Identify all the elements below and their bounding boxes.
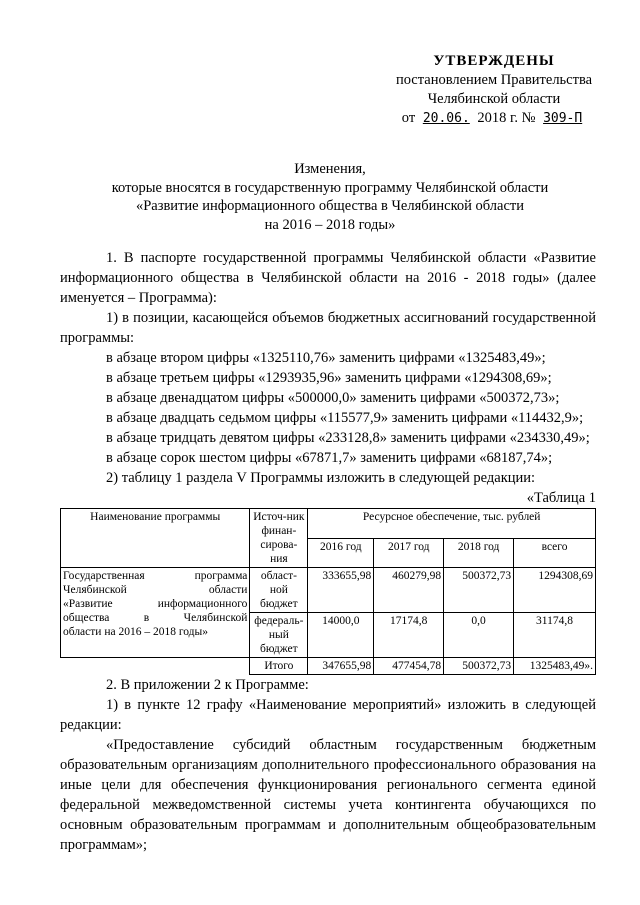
header-total: всего [514, 538, 596, 568]
value-2017: 17174,8 [374, 613, 444, 658]
value-2016: 333655,98 [308, 568, 374, 613]
program-name-line-3: «Развитие информационного [63, 598, 248, 610]
header-resources: Ресурсное обеспечение, тыс. рублей [308, 509, 596, 539]
approval-date: 20.06. [422, 111, 470, 126]
paragraph-2: 1) в позиции, касающейся объемов бюджетных ассигнований государственной программы: [60, 310, 596, 346]
approval-year: 2018 г. № [477, 110, 536, 126]
paragraph-1: 1. В паспорте государственной программы Челябинской области «Развитие информационного общества в Челябинской области на 2016 - 2018 годы» (далее именуется – Программа): [60, 250, 596, 306]
paragraph-7: в абзаце тридцать девятом цифры «233128,8» заменить цифрами «234330,49»; [106, 430, 590, 446]
program-name-line-5: области на 2016 – 2018 годы» [63, 626, 209, 638]
source-cell: федераль-ный бюджет [250, 613, 308, 658]
header-2016: 2016 год [308, 538, 374, 568]
paragraph-6: в абзаце двадцать седьмом цифры «115577,9» заменить цифрами «114432,9»; [106, 410, 584, 426]
value-2018: 500372,73 [444, 568, 514, 613]
approval-line-1: постановлением Правительства [395, 72, 593, 88]
paragraph-8: в абзаце сорок шестом цифры «67871,7» заменить цифрами «68187,74»; [106, 450, 553, 466]
approval-prefix: от [401, 110, 416, 126]
value-2017: 460279,98 [374, 568, 444, 613]
header-program-name: Наименование программы [61, 509, 250, 568]
source-cell: област-ной бюджет [250, 568, 308, 613]
program-name-line-2: Челябинской области [63, 584, 248, 596]
program-name-line-1: Государственная программа [63, 570, 248, 582]
program-name-line-4: общества в Челябинской [63, 612, 248, 624]
total-2018: 500372,73 [444, 658, 514, 675]
header-2018: 2018 год [444, 538, 514, 568]
document-body [60, 248, 596, 855]
value-total: 1294308,69 [514, 568, 596, 613]
total-2017: 477454,78 [374, 658, 444, 675]
approval-heading: УТВЕРЖДЕНЫ [433, 53, 555, 69]
title-line-4: на 2016 – 2018 годы» [264, 216, 396, 233]
title-line-1: Изменения, [294, 161, 366, 177]
approval-number: 309-П [543, 111, 583, 126]
paragraph-3: в абзаце втором цифры «1325110,76» заменить цифрами «1325483,49»; [106, 350, 546, 366]
total-2016: 347655,98 [308, 658, 374, 675]
approval-date-line [388, 109, 600, 128]
header-source: Источ-ник финан-сирова-ния [250, 509, 308, 568]
total-label: Итого [250, 658, 308, 675]
paragraph-11: 1) в пункте 12 графу «Наименование мероприятий» изложить в следующей редакции: [60, 697, 596, 733]
table-label: «Таблица 1 [526, 490, 596, 506]
paragraph-9: 2) таблицу 1 раздела V Программы изложить в следующей редакции: [106, 470, 536, 486]
approval-block [388, 52, 600, 128]
value-2018: 0,0 [444, 613, 514, 658]
title-line-2: которые вносятся в государственную программу Челябинской области [111, 179, 549, 196]
document-title [60, 160, 600, 234]
value-2016: 14000,0 [308, 613, 374, 658]
value-total: 31174,8 [514, 613, 596, 658]
program-name-cell [61, 568, 250, 658]
title-line-3: «Развитие информационного общества в Челябинской области [135, 198, 524, 214]
table-total-row [61, 658, 596, 675]
paragraph-4: в абзаце третьем цифры «1293935,96» заменить цифрами «1294308,69»; [106, 370, 552, 386]
paragraph-12: «Предоставление субсидий областным государственным бюджетным образовательным организациям дополнительного профессионального образования на иные цели для обеспечения функционирования регионального сегмента единой федеральной межведомственной системы учета контингента обучающихся по основным образовательным программам и дополнительным общеобразовательным программам»; [60, 737, 596, 853]
total-all: 1325483,49». [514, 658, 596, 675]
paragraph-5: в абзаце двенадцатом цифры «500000,0» заменить цифрами «500372,73»; [106, 390, 560, 406]
header-2017: 2017 год [374, 538, 444, 568]
paragraph-10: 2. В приложении 2 к Программе: [106, 677, 309, 693]
resources-table [60, 508, 596, 675]
table-row [61, 568, 596, 613]
approval-line-2: Челябинской области [427, 91, 561, 107]
